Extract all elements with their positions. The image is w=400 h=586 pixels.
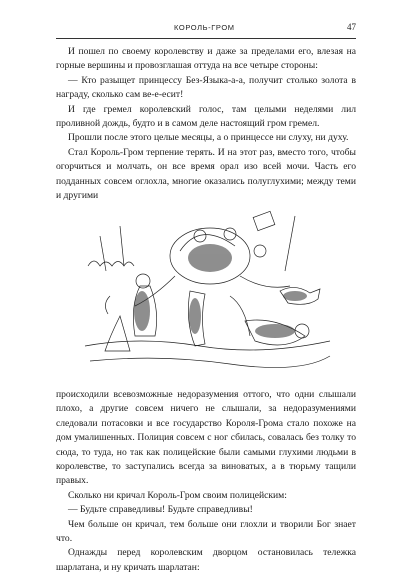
paragraph: И где гремел королевский голос, там целыми неделями лил проливной дождь, будто и в самом деле настоящий гром гремел. xyxy=(56,103,356,130)
text-block-bottom xyxy=(56,388,356,575)
paragraph: — Кто разыщет принцессу Без-Языка-а-а, получит столько золота в награду, сколько сам ве-е-есит! xyxy=(56,74,356,101)
page-number: 47 xyxy=(347,22,356,32)
running-title: КОРОЛЬ-ГРОМ xyxy=(174,23,235,32)
paragraph: И пошел по своему королевству и даже за пределами его, влезая на горные вершины и провозглашая оттуда на все четыре стороны: xyxy=(56,46,356,72)
paragraph: — Будьте справедливы! Будьте справедливы! xyxy=(68,504,253,516)
paragraph: происходили всевозможные недоразумения оттого, что одни слышали плохо, а другие совсем ничего не слышали, за недоразумениями следовали потасовки и все государство Короля-Грома стало похоже на дом умалишенных. Полиция совсем с ног сбилась, совалась без толку то сюда, то туда, но так как полицейские были самыми глухими людьми в королевстве, то заступались всегда за виноватых, а в тюрьму тащили правых. xyxy=(56,389,356,487)
running-header xyxy=(56,22,356,39)
paragraph: Прошли после этого целые месяцы, а о принцессе ни слуху, ни духу. xyxy=(68,132,349,144)
paragraph: Сколько ни кричал Король-Гром своим полицейским: xyxy=(68,489,287,501)
paragraph: Стал Король-Гром терпение терять. И на этот раз, вместо того, чтобы огорчиться и молчать, он все время орал изо всей мочи. Часть его подданных совсем оглохла, многие оказались полуглухими; между теми и другими xyxy=(56,146,356,202)
engraving-illustration xyxy=(80,196,334,376)
paragraph: Однажды перед королевским дворцом остановилась тележка шарлатана, и ну кричать шарлатан: xyxy=(56,547,356,573)
paragraph: Чем больше он кричал, тем больше они глохли и творили Бог знает что. xyxy=(56,518,356,545)
text-block-top xyxy=(56,45,356,203)
